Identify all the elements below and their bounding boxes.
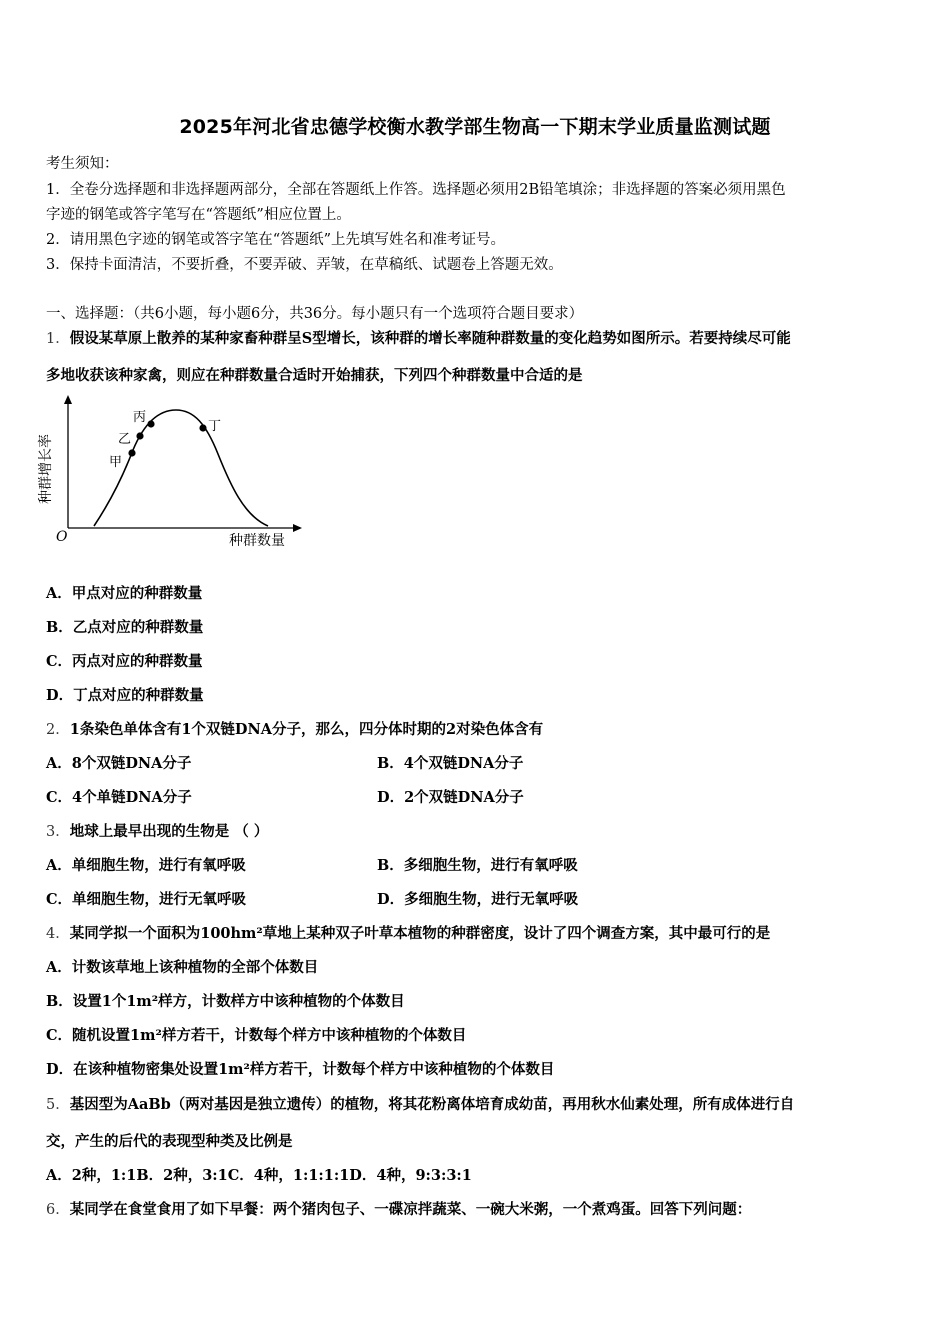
- notice-item-3: 3．保持卡面清洁，不要折叠，不要弄破、弄皱，在草稿纸、试题卷上答题无效。: [46, 257, 563, 273]
- q1-option-c: C．丙点对应的种群数量: [46, 653, 203, 670]
- question-4: [46, 922, 770, 943]
- page-title: 2025年河北省忠德学校衡水教学部生物高一下期末学业质量监测试题: [179, 116, 771, 138]
- question-text: 1条染色单体含有1个双链DNA分子，那么，四分体时期的2对染色体含有: [69, 721, 544, 738]
- q4-option-a: A．计数该草地上该种植物的全部个体数目: [46, 959, 319, 976]
- question-3: [46, 820, 268, 841]
- label-ding: 丁: [208, 419, 222, 434]
- y-axis-label: 种群增长率: [38, 434, 54, 504]
- question-text: 基因型为AaBb（两对基因是独立遗传）的植物，将其花粉离体培育成幼苗，再用秋水仙素处理，所有成体进行自: [69, 1096, 795, 1113]
- point-ding: [199, 424, 206, 431]
- question-text: 某同学拟一个面积为100hm²草地上某种双子叶草本植物的种群密度，设计了四个调查方案，其中最可行的是: [69, 925, 771, 942]
- q1-option-d: D．丁点对应的种群数量: [46, 687, 204, 704]
- growth-rate-chart: [40, 392, 310, 558]
- question-text: 假设某草原上散养的某种家畜种群呈S型增长，该种群的增长率随种群数量的变化趋势如图所示。若要持续尽可能: [69, 330, 791, 347]
- x-axis-label: 种群数量: [229, 533, 285, 549]
- q4-option-c: C．随机设置1m²样方若干，计数每个样方中该种植物的个体数目: [46, 1027, 467, 1044]
- label-jia: 甲: [109, 455, 123, 470]
- q3-option-a: A．单细胞生物，进行有氧呼吸: [46, 857, 246, 874]
- q4-option-b: B．设置1个1m²样方，计数样方中该种植物的个体数目: [46, 993, 405, 1010]
- question-1: [46, 327, 791, 348]
- question-5-cont: 交，产生的后代的表现型种类及比例是: [46, 1133, 293, 1150]
- q1-option-b: B．乙点对应的种群数量: [46, 619, 204, 636]
- section-heading: 一、选择题：（共6小题，每小题6分，共36分。每小题只有一个选项符合题目要求）: [46, 306, 584, 322]
- x-axis-arrow: [293, 524, 302, 532]
- notice-item-1: 1．全卷分选择题和非选择题两部分，全部在答题纸上作答。选择题必须用2B铅笔填涂；非选择题的答案必须用黑色: [46, 182, 786, 198]
- question-2: [46, 718, 543, 739]
- q2-option-c: C．4个单链DNA分子: [46, 789, 192, 806]
- y-axis-arrow: [64, 395, 72, 404]
- q3-option-b: B．多细胞生物，进行有氧呼吸: [377, 857, 578, 874]
- question-text: 地球上最早出现的生物是 （ ）: [69, 823, 269, 840]
- question-number: 6．: [46, 1202, 70, 1218]
- q1-option-a: A．甲点对应的种群数量: [46, 585, 203, 602]
- question-number: 1．: [46, 331, 70, 347]
- question-number: 2．: [46, 722, 70, 738]
- origin-label: O: [56, 529, 68, 545]
- q2-option-d: D．2个双链DNA分子: [377, 789, 524, 806]
- question-5: [46, 1093, 794, 1114]
- q3-option-c: C．单细胞生物，进行无氧呼吸: [46, 891, 247, 908]
- question-number: 3．: [46, 824, 70, 840]
- point-bing: [147, 420, 154, 427]
- point-jia: [128, 449, 135, 456]
- q5-options: A．2种，1:1B．2种，3:1C．4种，1:1:1:1D．4种，9:3:3:1: [46, 1167, 472, 1184]
- notice-item-1-cont: 字迹的钢笔或答字笔写在“答题纸”相应位置上。: [46, 207, 351, 223]
- notice-heading: 考生须知：: [46, 156, 119, 172]
- question-number: 4．: [46, 926, 70, 942]
- label-bing: 丙: [133, 410, 147, 425]
- question-1-cont: 多地收获该种家禽，则应在种群数量合适时开始捕获，下列四个种群数量中合适的是: [46, 367, 583, 384]
- label-yi: 乙: [118, 432, 132, 447]
- question-6: [46, 1198, 751, 1219]
- question-number: 5．: [46, 1097, 70, 1113]
- q3-option-d: D．多细胞生物，进行无氧呼吸: [377, 891, 579, 908]
- notice-item-2: 2．请用黑色字迹的钢笔或答字笔在“答题纸”上先填写姓名和准考证号。: [46, 232, 506, 248]
- q4-option-d: D．在该种植物密集处设置1m²样方若干，计数每个样方中该种植物的个体数目: [46, 1061, 555, 1078]
- point-yi: [136, 432, 143, 439]
- q2-option-b: B．4个双链DNA分子: [377, 755, 524, 772]
- q2-option-a: A．8个双链DNA分子: [46, 755, 192, 772]
- question-text: 某同学在食堂食用了如下早餐：两个猪肉包子、一碟凉拌蔬菜、一碗大米粥，一个煮鸡蛋。回答下列问题：: [69, 1201, 752, 1218]
